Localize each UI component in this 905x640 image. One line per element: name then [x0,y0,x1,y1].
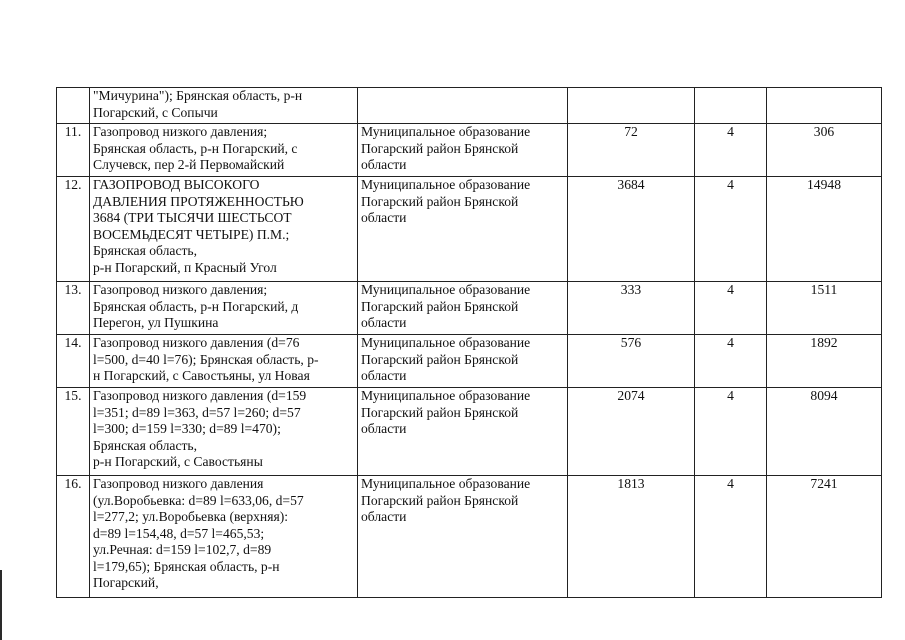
years-value [695,88,767,124]
length-value: 576 [568,335,695,388]
length-value: 3684 [568,177,695,282]
years-value: 4 [695,335,767,388]
length-value [568,88,695,124]
length-value: 1813 [568,476,695,598]
row-number: 15. [57,388,90,476]
owner-name: Муниципальное образование Погарский район Брянской области [358,177,568,282]
row-number [57,88,90,124]
object-description: Газопровод низкого давления (d=76 l=500, d=40 l=76); Брянская область, р- н Погарский, с Савостьяны, ул Новая [90,335,358,388]
amount-value: 8094 [767,388,882,476]
amount-value: 1892 [767,335,882,388]
owner-name: Муниципальное образование Погарский район Брянской области [358,476,568,598]
years-value: 4 [695,282,767,335]
amount-value: 7241 [767,476,882,598]
owner-name: Муниципальное образование Погарский район Брянской области [358,124,568,177]
row-number: 11. [57,124,90,177]
object-description: Газопровод низкого давления; Брянская область, р-н Погарский, с Случевск, пер 2-й Первомайский [90,124,358,177]
table-row [57,88,882,124]
gas-pipeline-table [56,87,882,598]
object-description: Газопровод низкого давления (ул.Воробьевка: d=89 l=633,06, d=57 l=277,2; ул.Воробьевка (верхняя): d=89 l=154,48, d=57 l=465,53; ул.Речная: d=159 l=102,7, d=89 l=179,65); Брянская область, р-н Погарский, [90,476,358,598]
amount-value [767,88,882,124]
length-value: 2074 [568,388,695,476]
owner-name: Муниципальное образование Погарский район Брянской области [358,335,568,388]
length-value: 72 [568,124,695,177]
amount-value: 306 [767,124,882,177]
years-value: 4 [695,388,767,476]
table-row [57,388,882,476]
years-value: 4 [695,476,767,598]
table-row [57,124,882,177]
owner-name [358,88,568,124]
owner-name: Муниципальное образование Погарский район Брянской области [358,282,568,335]
length-value: 333 [568,282,695,335]
table-row [57,335,882,388]
amount-value: 1511 [767,282,882,335]
object-description: Газопровод низкого давления (d=159 l=351; d=89 l=363, d=57 l=260; d=57 l=300; d=159 l=330; d=89 l=470); Брянская область, р-н Погарский, с Савостьяны [90,388,358,476]
object-description: "Мичурина"); Брянская область, р-н Погарский, с Сопычи [90,88,358,124]
object-description: Газопровод низкого давления; Брянская область, р-н Погарский, д Перегон, ул Пушкина [90,282,358,335]
amount-value: 14948 [767,177,882,282]
table-row [57,282,882,335]
row-number: 13. [57,282,90,335]
table-row [57,476,882,598]
owner-name: Муниципальное образование Погарский район Брянской области [358,388,568,476]
object-description: ГАЗОПРОВОД ВЫСОКОГО ДАВЛЕНИЯ ПРОТЯЖЕННОСТЬЮ 3684 (ТРИ ТЫСЯЧИ ШЕСТЬСОТ ВОСЕМЬДЕСЯТ ЧЕТЫРЕ) П.М.; Брянская область, р-н Погарский, п Красный Угол [90,177,358,282]
row-number: 12. [57,177,90,282]
row-number: 14. [57,335,90,388]
table-row [57,177,882,282]
row-number: 16. [57,476,90,598]
scan-edge-mark [0,570,2,640]
years-value: 4 [695,124,767,177]
years-value: 4 [695,177,767,282]
